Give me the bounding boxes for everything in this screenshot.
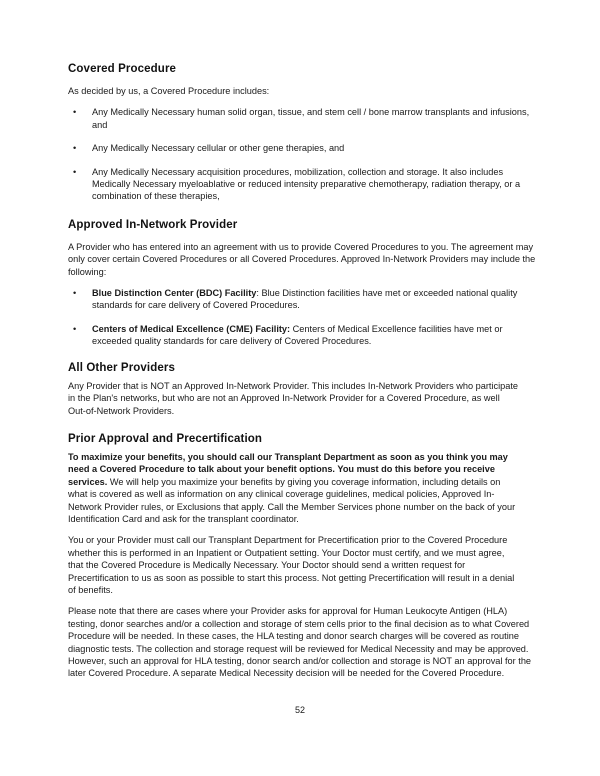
heading-approved-in-network-provider: Approved In-Network Provider <box>68 218 238 231</box>
heading-all-other-providers: All Other Providers <box>68 361 175 374</box>
list-item-text: Any Medically Necessary human solid organ, tissue, and stem cell / bone marrow transplants and infusions, and <box>92 107 530 130</box>
list-item-text: Any Medically Necessary cellular or other gene therapies, and <box>92 143 345 154</box>
list-item <box>68 287 544 312</box>
covered-procedure-intro: As decided by us, a Covered Procedure includes: <box>68 86 270 96</box>
bullet-icon: • <box>73 107 77 118</box>
bullet-icon: • <box>73 288 77 299</box>
list-item-bold-lead: Centers of Medical Excellence (CME) Facility: <box>92 323 291 334</box>
bullet-icon: • <box>73 143 77 154</box>
prior-approval-regular-text: We will help you maximize your benefits by giving you coverage information, including details on what is covered as well as information on any clinical coverage guidelines, medical policies, Approved In-Network Provider rules, or Exclusions that apply. Call the Member Services phone number on the back of your Identification Card and ask for the transplant coordinator. <box>68 476 516 524</box>
page-number: 52 <box>294 705 305 715</box>
bullet-icon: • <box>73 166 77 177</box>
spacer <box>68 97 536 106</box>
spacer <box>68 417 536 432</box>
bullet-icon: • <box>73 323 77 334</box>
spacer <box>68 232 536 241</box>
prior-approval-bold-text: To maximize your benefits, you should call our Transplant Department as soon as you think you may need a Covered Procedure to talk about your benefit options. You must do this before you receive services. <box>68 451 508 487</box>
covered-procedure-bullet-list <box>68 106 536 202</box>
list-item <box>68 106 536 131</box>
list-item <box>68 323 544 348</box>
prior-approval-paragraph-2: You or your Provider must call our Transplant Department for Precertification prior to the Covered Procedure whether this is performed in an Inpatient or Outpatient setting. Your Doctor must certify, and we must agree, that the Covered Procedure is Medically Necessary. Your Doctor should send a written request for Precertification to us as soon as possible to start this process. Not getting Precertification will result in a denial of benefits. <box>68 535 515 595</box>
list-item <box>68 142 536 154</box>
all-other-providers-paragraph: Any Provider that is NOT an Approved In-Network Provider. This includes In-Network Providers who participate in the Plan's networks, but who are not an Approved In-Network Provider for a Covered Procedure, as well Out-of-Network Providers. <box>68 380 519 416</box>
prior-approval-paragraph-3: Please note that there are cases where your Provider asks for approval for Human Leukocyte Antigen (HLA) testing, donor searches and/or a collection and storage of stem cells prior to the final decision as to what Covered Procedure will be needed. In these cases, the HLA testing and donor search charges will be covered as routine diagnostic tests. The collection and storage request will be reviewed for Medical Necessity and may be approved. However, such an approval for HLA testing, donor search and/or collection and storage is NOT an approval for the later Covered Procedure. A separate Medical Necessity decision will be needed for the Covered Procedure. <box>68 606 532 679</box>
spacer <box>68 278 536 287</box>
prior-approval-paragraph-1 <box>68 451 520 525</box>
spacer <box>68 76 536 85</box>
list-item-bold-lead: Blue Distinction Center (BDC) Facility <box>92 288 257 299</box>
list-item-text: Centers of Medical Excellence facilities have met or exceeded quality standards for care delivery of Covered Procedures. <box>92 323 503 347</box>
heading-prior-approval-and-precertification: Prior Approval and Precertification <box>68 432 263 445</box>
list-item <box>68 166 536 203</box>
approved-provider-bullet-list <box>68 287 536 348</box>
spacer <box>68 525 536 534</box>
page-content <box>68 62 536 680</box>
approved-in-network-provider-intro: A Provider who has entered into an agreement with us to provide Covered Procedures to you. The agreement may only cover certain Covered Procedures or all Covered Procedures. Approved In-Network Providers may include the following: <box>68 241 536 277</box>
spacer <box>68 348 536 361</box>
list-item-text: : Blue Distinction facilities have met or exceeded national quality standards for care delivery of Covered Procedures. <box>92 288 518 311</box>
heading-covered-procedure: Covered Procedure <box>68 63 177 75</box>
spacer <box>68 203 536 218</box>
list-item-text: Any Medically Necessary acquisition procedures, mobilization, collection and storage. It also includes Medically Necessary myeloablative or reduced intensity preparative chemotherapy, radiation therapy, or a combination of these therapies, <box>92 166 521 202</box>
spacer <box>68 596 536 605</box>
